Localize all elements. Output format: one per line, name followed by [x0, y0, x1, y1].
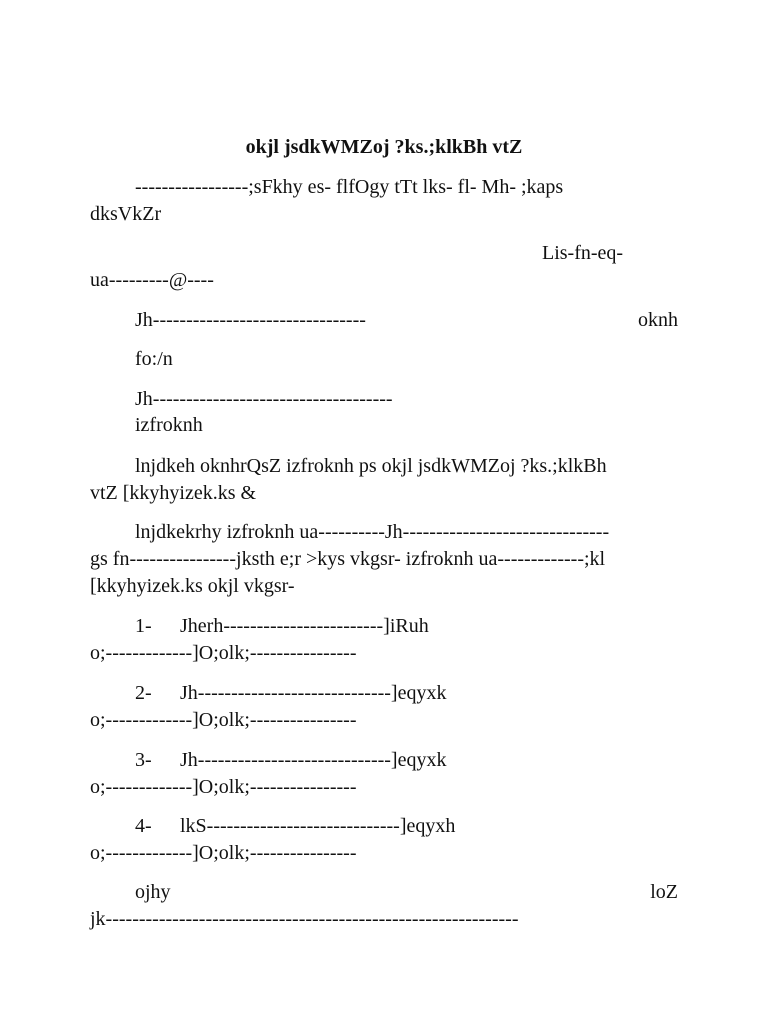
heir-number: 4- — [135, 815, 152, 837]
paragraph-2-line-1: lnjdkekrhy izfroknh ua----------Jh------------------------------- — [135, 521, 610, 543]
heir-name: Jh-----------------------------]eqyxk — [180, 749, 447, 771]
versus-label: fo:/n — [135, 348, 173, 370]
heir-number: 3- — [135, 749, 152, 771]
paragraph-2-line-3: [kkyhyizek.ks okjl vkgsr- — [90, 575, 295, 597]
intro-line-1: -----------------;sFkhy es- flfOgy tTt lks- fl- Mh- ;kaps — [135, 176, 564, 198]
heir-number: 1- — [135, 615, 152, 637]
heir-name: Jherh------------------------]iRuh — [180, 615, 429, 637]
footer-line-2: jk-------------------------------------------------------------- — [90, 908, 519, 930]
heir-detail: o;-------------]O;olk;---------------- — [90, 776, 357, 798]
heir-detail: o;-------------]O;olk;---------------- — [90, 642, 357, 664]
case-number-label: Lis-fn-eq- — [542, 242, 624, 264]
heir-number: 2- — [135, 682, 152, 704]
plaintiff-role: oknh — [638, 309, 678, 331]
footer-right-text: loZ — [650, 881, 678, 903]
heir-detail: o;-------------]O;olk;---------------- — [90, 842, 357, 864]
heir-detail: o;-------------]O;olk;---------------- — [90, 709, 357, 731]
defendant-role: izfroknh — [135, 414, 203, 436]
heir-name: lkS-----------------------------]eqyxh — [180, 815, 456, 837]
defendant-name: Jh------------------------------------ — [135, 388, 393, 410]
heir-name: Jh-----------------------------]eqyxk — [180, 682, 447, 704]
document-title: okjl jsdkWMZoj ?ks.;klkBh vtZ — [245, 136, 523, 158]
plaintiff-name: Jh-------------------------------- — [135, 309, 366, 331]
footer-left-text: ojhy — [135, 881, 171, 903]
paragraph-2-line-2: gs fn----------------jksth e;r >kys vkgsr- izfroknh ua-------------;kl — [90, 548, 606, 570]
case-number-value: ua---------@---- — [90, 269, 214, 291]
paragraph-1-line-1: lnjdkeh oknhrQsZ izfroknh ps okjl jsdkWMZoj ?ks.;klkBh — [135, 455, 607, 477]
intro-line-2: dksVkZr — [90, 203, 162, 225]
paragraph-1-line-2: vtZ [kkyhyizek.ks & — [90, 482, 257, 504]
